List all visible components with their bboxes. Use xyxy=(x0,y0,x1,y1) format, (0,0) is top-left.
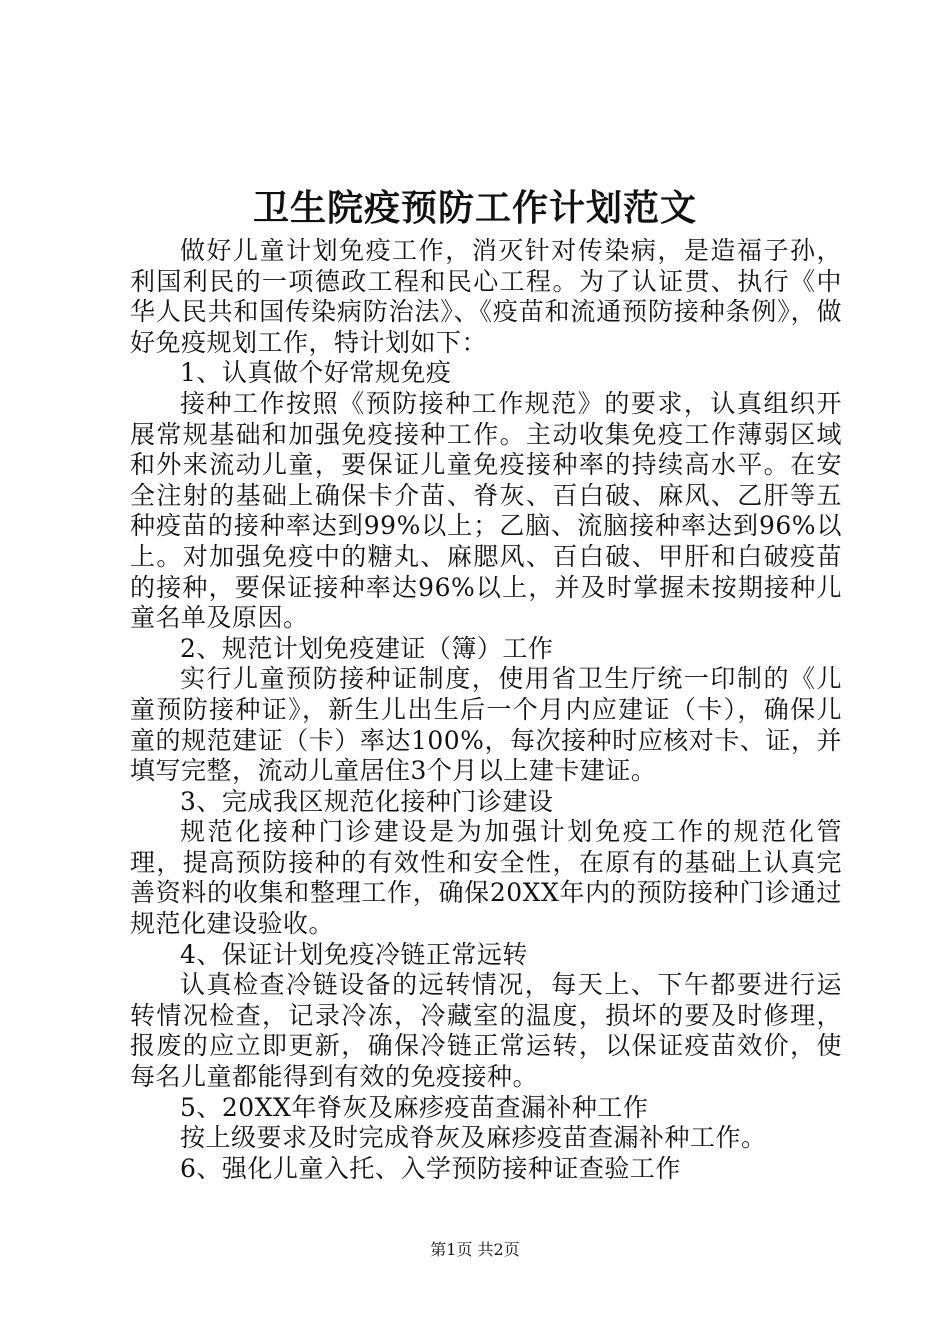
section-heading-3: 3、完成我区规范化接种门诊建设 xyxy=(180,786,554,816)
section-heading-2: 2、规范计划免疫建证（簿）工作 xyxy=(180,633,554,663)
section-heading-6: 6、强化儿童入托、入学预防接种证查验工作 xyxy=(180,1153,681,1183)
section-text-3: 规范化接种门诊建设是为加强计划免疫工作的规范化管理，提高预防接种的有效性和安全性，在原有的基础上认真完善资料的收集和整理工作，确保20XX年内的预防接种门诊通过规范化建设验收。 xyxy=(130,817,842,939)
section-text-5: 按上级要求及时完成脊灰及麻疹疫苗查漏补种工作。 xyxy=(180,1123,767,1153)
section-text-2: 实行儿童预防接种证制度，使用省卫生厅统一印制的《儿童预防接种证》，新生儿出生后一个月内应建证（卡），确保儿童的规范建证（卡）率达100%，每次接种时应核对卡、证，并填写完整，流动儿童居住3个月以上建卡建证。 xyxy=(130,664,842,786)
section-heading-4: 4、保证计划免疫冷链正常远转 xyxy=(180,939,528,969)
page-footer: 第1页 共2页 xyxy=(430,1240,520,1259)
section-heading-5: 5、20XX年脊灰及麻疹疫苗查漏补种工作 xyxy=(180,1092,649,1122)
intro-paragraph: 做好儿童计划免疫工作，消灭针对传染病，是造福子孙，利国利民的一项德政工程和民心工程。为了认证贯、执行《中华人民共和国传染病防治法》、《疫苗和流通预防接种条例》，做好免疫规划工作，特计划如下： xyxy=(130,236,842,357)
document-title: 卫生院疫预防工作计划范文 xyxy=(252,187,697,229)
section-text-4: 认真检查冷链设备的远转情况，每天上、下午都要进行运转情况检查，记录冷冻，冷藏室的温度，损坏的要及时修理，报废的应立即更新，确保冷链正常运转，以保证疫苗效价，使每名儿童都能得到有效的免疫接种。 xyxy=(130,970,842,1092)
document-body xyxy=(130,236,842,1184)
section-text-1: 接种工作按照《预防接种工作规范》的要求，认真组织开展常规基础和加强免疫接种工作。主动收集免疫工作薄弱区域和外来流动儿童，要保证儿童免疫接种率的持续高水平。在安全注射的基础上确保卡介苗、脊灰、百白破、麻风、乙肝等五种疫苗的接种率达到99%以上；乙脑、流脑接种率达到96%以上。对加强免疫中的糖丸、麻腮风、百白破、甲肝和白破疫苗的接种，要保证接种率达96%以上，并及时掌握未按期接种儿童名单及原因。 xyxy=(130,388,842,633)
section-heading-1: 1、认真做个好常规免疫 xyxy=(180,358,452,388)
